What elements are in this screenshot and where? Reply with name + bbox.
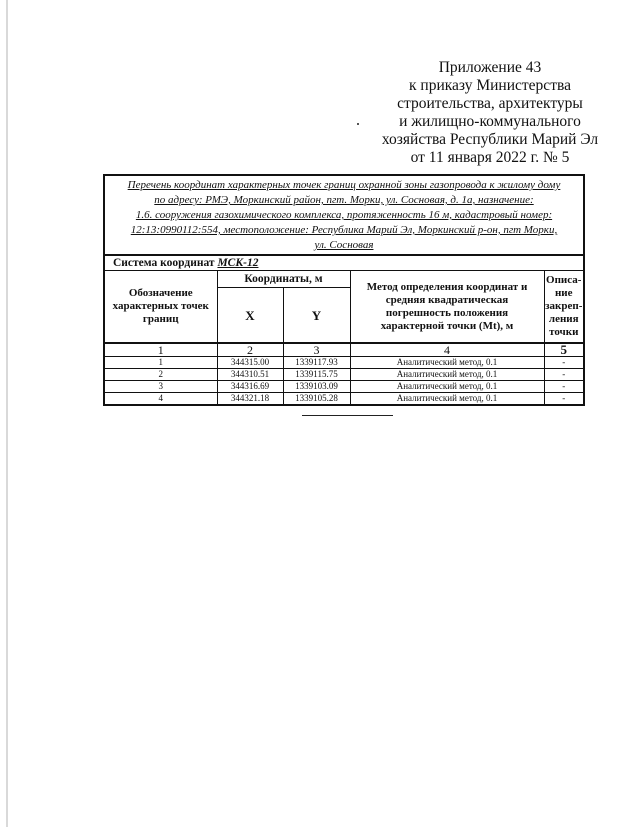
numbering-cell: 3 xyxy=(283,343,350,357)
header-y: Y xyxy=(283,288,350,344)
header-coordinates: Координаты, м xyxy=(217,271,350,288)
table-title-line: по адресу: РМЭ, Моркинский район, пгт. Морки, ул. Сосновая, д. 1а, назначение: xyxy=(154,194,534,206)
appendix-header xyxy=(320,59,640,167)
numbering-cell: 4 xyxy=(350,343,544,357)
cell-description: - xyxy=(544,357,584,369)
cell-method: Аналитический метод, 0.1 xyxy=(350,393,544,406)
table-row xyxy=(104,381,584,393)
numbering-cell: 1 xyxy=(104,343,217,357)
cell-point: 1 xyxy=(104,357,217,369)
header-line: строительства, архитектуры xyxy=(397,95,583,112)
header-line: к приказу Министерства xyxy=(409,77,571,94)
cell-y: 1339105.28 xyxy=(283,393,350,406)
header-line: хозяйства Республики Марий Эл xyxy=(381,131,599,148)
cell-method: Аналитический метод, 0.1 xyxy=(350,381,544,393)
cell-y: 1339115.75 xyxy=(283,369,350,381)
cell-method: Аналитический метод, 0.1 xyxy=(350,357,544,369)
scan-speck xyxy=(357,123,359,125)
header-method: Метод определения координат и средняя квадратическая погрешность положения характерной точки (Mt), м xyxy=(350,271,544,344)
header-line: от 11 января 2022 г. № 5 xyxy=(410,149,570,166)
header-point: Обозначение характерных точек границ xyxy=(104,271,217,344)
cell-description: - xyxy=(544,381,584,393)
cell-point: 3 xyxy=(104,381,217,393)
header-line: и жилищно-коммунального xyxy=(399,113,581,130)
cell-x: 344315.00 xyxy=(217,357,283,369)
scan-page-edge xyxy=(6,0,8,827)
coordinate-system-code: МСК-12 xyxy=(217,257,259,269)
table-title-line: Перечень координат характерных точек границ охранной зоны газопровода к жилому дому xyxy=(127,179,561,191)
cell-x: 344321.18 xyxy=(217,393,283,406)
table-title-line: ул. Сосновая xyxy=(314,239,374,251)
cell-description: - xyxy=(544,393,584,406)
header-x: X xyxy=(217,288,283,344)
numbering-row xyxy=(104,343,584,357)
signature-line xyxy=(302,415,393,416)
table-row xyxy=(104,357,584,369)
header-description: Описа-ние закреп-ления точки xyxy=(544,271,584,344)
cell-y: 1339117.93 xyxy=(283,357,350,369)
numbering-cell: 2 xyxy=(217,343,283,357)
cell-x: 344310.51 xyxy=(217,369,283,381)
table-title xyxy=(104,175,584,255)
cell-x: 344316.69 xyxy=(217,381,283,393)
cell-description: - xyxy=(544,369,584,381)
table-row xyxy=(104,393,584,406)
header-line: Приложение 43 xyxy=(438,59,542,76)
cell-method: Аналитический метод, 0.1 xyxy=(350,369,544,381)
coordinate-system-row xyxy=(104,255,584,271)
table-title-line: 1.6. сооружения газохимического комплекса, протяженность 16 м, кадастровый номер: xyxy=(135,209,553,221)
coordinate-system-label: Система координат xyxy=(113,257,215,269)
cell-y: 1339103.09 xyxy=(283,381,350,393)
table-title-line: 12:13:0990112:554, местоположение: Республика Марий Эл, Моркинский р-он, пгт Морки, xyxy=(130,224,558,236)
coordinates-table xyxy=(103,174,585,406)
numbering-cell: 5 xyxy=(544,343,584,357)
cell-point: 4 xyxy=(104,393,217,406)
cell-point: 2 xyxy=(104,369,217,381)
table-row xyxy=(104,369,584,381)
